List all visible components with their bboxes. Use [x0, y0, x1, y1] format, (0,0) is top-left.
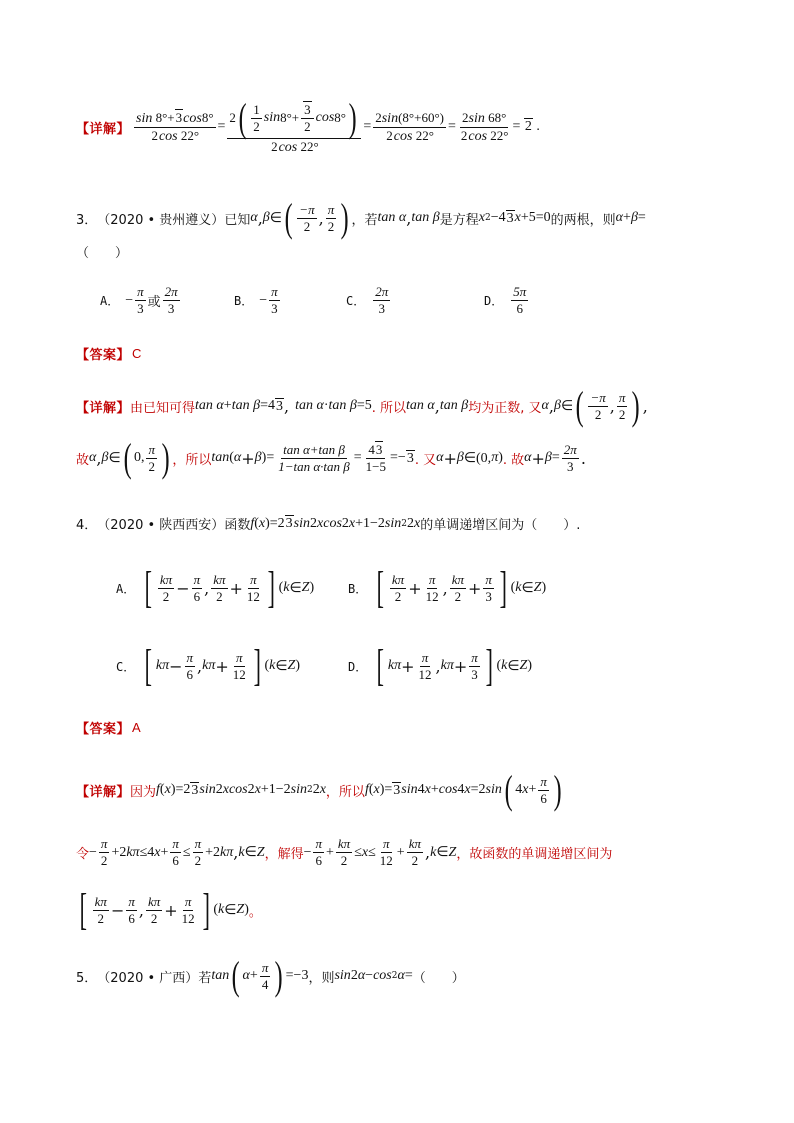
q3-option-c[interactable]: C． $\frac{2\pi}{3}$ — [346, 284, 389, 316]
q4-detail-line2: 令 − $\frac{\pi}{2}$ +2 kπ ≤4 x + $\frac{\pi}{6}$ ≤ $\frac{\pi}{2}$ +2 kπ , k ∈ Z ，解得 − $\frac{\pi}{6}$ + $\frac{k\pi}{2}$ ≤ x ≤ $\frac{\pi}{12}$ + $\frac{k\pi}{2}$ , k ∈ Z ，故函数的单调递增区间为 — [76, 836, 613, 868]
q3-detail-line2: 故 α , β ∈ ( 0, $\frac{\pi}{2}$ ) ，所以 tan ( α + β )= $\frac{\text{tan α+tan β}}{\text{1−tan α·tan β}}$ = $\frac{43}{1-5}$ =− 3 . 又 α + β ∈(0, π ) . 故 α + β = $\frac{2\pi}{3}$ . — [76, 435, 586, 480]
q3-detail-line1: 【详解】 由已知可得 tan α + tan β =4 3 , tan α · tan β =5 . 所以 tan α , tan β 均为正数, 又 α , β ∈ ( $\frac{-\pi}{2}$ , $\frac{\pi}{2}$ ) , — [76, 383, 648, 428]
q2-fraction-mid: 2 ( $\frac{1}{2}$ sin 8°+ $\frac{3}{2}$ cos 8° ) 2cos 22° — [227, 98, 361, 156]
q3-stem: 3． （2020 • 贵州遵义） 已知 α , β ∈ ( $\frac{-\pi}{2}$ , $\frac{\pi}{2}$ ) ，若 tan α , tan β 是方程 x 2 −4 3 x +5=0 的两根，则 α + β = — [76, 195, 646, 240]
q4-stem: 4． （2020 • 陕西西安） 函数 f ( x )=2 3 sin 2 x cos 2 x +1−2 sin 2 2 x 的单调递增区间为（ ）. — [76, 515, 581, 533]
q4-detail-line3: [ $\frac{k\pi}{2}$ − $\frac{\pi}{6}$ , $\frac{k\pi}{2}$ + $\frac{\pi}{12}$ ] ( k ∈ Z ) 。 — [79, 885, 262, 934]
q2-result: = 2 . — [512, 119, 540, 134]
q2-fraction-r1: $\frac{2\sin(8^\circ+60^\circ)}{2\cos 22^\circ}$ — [375, 109, 444, 144]
q4-answer-value: A — [132, 720, 141, 735]
q4-answer: 【答案】 A — [76, 720, 141, 737]
q3-option-b[interactable]: B． − $\frac{\pi}{3}$ — [234, 284, 278, 316]
q3-paren: （ ） — [76, 246, 129, 261]
q4-option-d[interactable]: D． [ kπ + $\frac{\pi}{12}$ , kπ + $\frac{\pi}{3}$ ] ( k ∈ Z ) — [348, 641, 532, 690]
q3-option-a[interactable]: A． − $\frac{\pi}{3}$ 或 $\frac{2\pi}{3}$ — [100, 284, 178, 316]
q4-detail-line1: 【详解】 因为 f ( x )=2 3 sin 2 x cos 2 x +1−2 sin 2 2 x ，所以 f ( x )= 3 sin 4 x + cos 4 x =2 sin ( 4 x + $\frac{\pi}{6}$ ) — [76, 767, 562, 812]
q3-answer: 【答案】 C — [76, 346, 142, 363]
q3-answer-value: C — [132, 346, 142, 361]
q4-option-b[interactable]: B． [ $\frac{k\pi}{2}$ + $\frac{\pi}{12}$ , $\frac{k\pi}{2}$ + $\frac{\pi}{3}$ ] ( k ∈ Z ) — [348, 563, 547, 612]
q4-option-c[interactable]: C． [ kπ − $\frac{\pi}{6}$ , kπ + $\frac{\pi}{12}$ ] ( k ∈ Z ) — [116, 641, 300, 690]
q3-number: 3． — [76, 212, 98, 228]
detail-tag: 【详解】 — [76, 121, 131, 137]
q2-fraction-r2: $\frac{2\sin 68^\circ}{2\cos 22^\circ}$ — [460, 109, 509, 144]
q5-stem: 5． （2020 • 广西） 若 tan ( α + $\frac{\pi}{4}$ ) =−3 ，则 sin 2 α − cos 2 α = （ ） — [76, 953, 465, 998]
q3-option-d[interactable]: D． $\frac{5\pi}{6}$ — [484, 284, 527, 316]
q3-source: （2020 • 贵州遵义） — [97, 212, 225, 228]
q4-option-a[interactable]: A． [ $\frac{k\pi}{2}$ − $\frac{\pi}{6}$ , $\frac{k\pi}{2}$ + $\frac{\pi}{12}$ ] ( k ∈ Z ) — [116, 563, 315, 612]
q2-fraction-lhs: $\frac{\sin 8^\circ+3\cos 8^\circ}{2\cos 22^\circ}$ — [136, 109, 214, 144]
q2-detail-line: 【详解】 $\frac{\sin 8^\circ+3\cos 8^\circ}{2\cos 22^\circ}$ = 2 ( $\frac{1}{2}$ sin 8°+ $\frac{3}{2}$ cos 8° ) 2cos 22° = $\frac{2\sin(8^\circ+60^\circ)}{2\cos 22^\circ}$ = $\frac{2\sin 68^\circ}{2\cos 22^\circ}$ = 2 . — [76, 95, 540, 155]
